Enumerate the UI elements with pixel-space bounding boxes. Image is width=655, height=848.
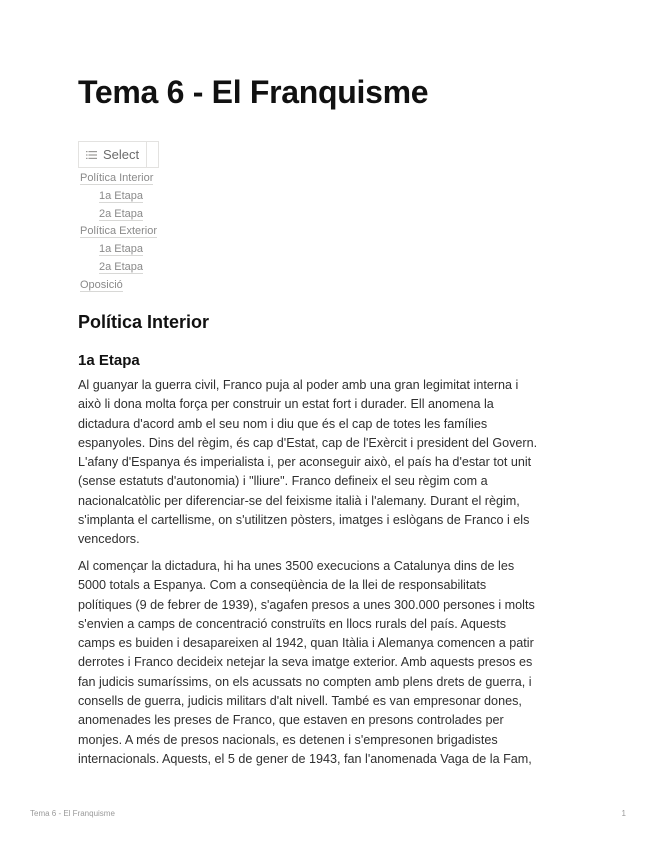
paragraph-line: polítiques (9 de febrer de 1939), s'agafen presos a unes 300.000 persones i molts [78,597,535,612]
paragraph-line: Al guanyar la guerra civil, Franco puja al poder amb una gran legimitat interna i [78,378,519,392]
paragraph-line: s'implanta el cartellisme, on s'utilitzen pòsters, imatges i eslògans de Franco i els [78,513,530,528]
select-label: Select [103,147,140,162]
paragraph [78,376,578,550]
paragraph-line: internacionals. Aquests, el 5 de gener de 1943, fan l'anomenada Vaga de la Fam, [78,751,532,766]
toc-link[interactable]: Oposició [80,278,123,291]
toc-item-politica-interior[interactable] [80,170,157,188]
toc-item-2a-etapa[interactable] [80,206,157,224]
toc-item-2a-etapa-exterior[interactable] [80,259,157,277]
footer-title: Tema 6 - El Franquisme [30,809,115,818]
paragraph-line: derrotes i Franco decideix netejar la seva imatge exterior. Amb aquests presos es [78,655,533,670]
paragraph-line: L'afany d'Espanya és imperialista i, per aconseguir això, el país ha d'estar tot unit [78,455,532,470]
toc-link[interactable]: 1a Etapa [99,189,144,202]
paragraph-line: s'envien a camps de concentració construïts en llocs rurals del país. Aquests [78,616,507,631]
toc-item-1a-etapa-exterior[interactable] [80,241,157,259]
paragraph-line: camps es buiden i desapareixen al 1942, quan Itàlia i Alemanya comencen a patir [78,636,534,651]
toc-link[interactable]: 2a Etapa [99,207,144,220]
paragraph-line: dictadura d'acord amb el seu nom i diu que és el cap de totes les famílies [78,416,488,431]
list-icon [86,151,97,159]
paragraph-line: anomenades les preses de Franco, que estaven en presons controlades per [78,713,504,728]
section-heading: Política Interior [78,312,210,332]
paragraph-line: nacionalcatòlic per diferenciar-se del feixisme italià i l'alemany. Durant el règim, [78,493,520,508]
paragraph-line: fan judicis sumaríssims, on els acussats no compten amb plens drets de guerra, i [78,674,532,689]
toc-link[interactable]: 1a Etapa [99,243,144,256]
page-number: 1 [621,809,626,818]
select-button[interactable] [78,141,159,168]
paragraph-line: espanyoles. Dins del règim, és cap d'Estat, cap de l'Exèrcit i president del Govern. [78,435,538,450]
paragraph-line: això li dona molta força per construir un estat fort i durader. Ell anomena la [78,397,494,412]
paragraph-line: 5000 totals a Espanya. Com a conseqüència de la llei de responsabilitats [78,578,487,593]
paragraph [78,557,578,769]
toc-item-1a-etapa[interactable] [80,188,157,206]
paragraph-line: vencedors. [78,532,140,547]
paragraph-line: consells de guerra, judicis militars d'alt nivell. També es van empresonar dones, [78,694,522,709]
toc-link[interactable]: 2a Etapa [99,260,144,273]
toc-item-oposicio[interactable] [80,277,157,295]
paragraph-line: Al començar la dictadura, hi ha unes 3500 execucions a Catalunya dins de les [78,559,515,573]
paragraph-line: (sense estatuts d'autonomia) i "lliure". Franco defineix el seu règim com a [78,474,488,489]
toc-item-politica-exterior[interactable] [80,223,157,241]
select-divider [146,142,147,167]
toc-link[interactable]: Política Interior [80,172,154,184]
paragraph-line: monjes. A més de presos nacionals, es detenen i s'empresonen brigadistes [78,732,498,747]
table-of-contents [80,170,157,295]
page-title: Tema 6 - El Franquisme [78,74,429,110]
toc-link[interactable]: Política Exterior [80,225,158,238]
subsection-heading: 1a Etapa [78,352,140,369]
